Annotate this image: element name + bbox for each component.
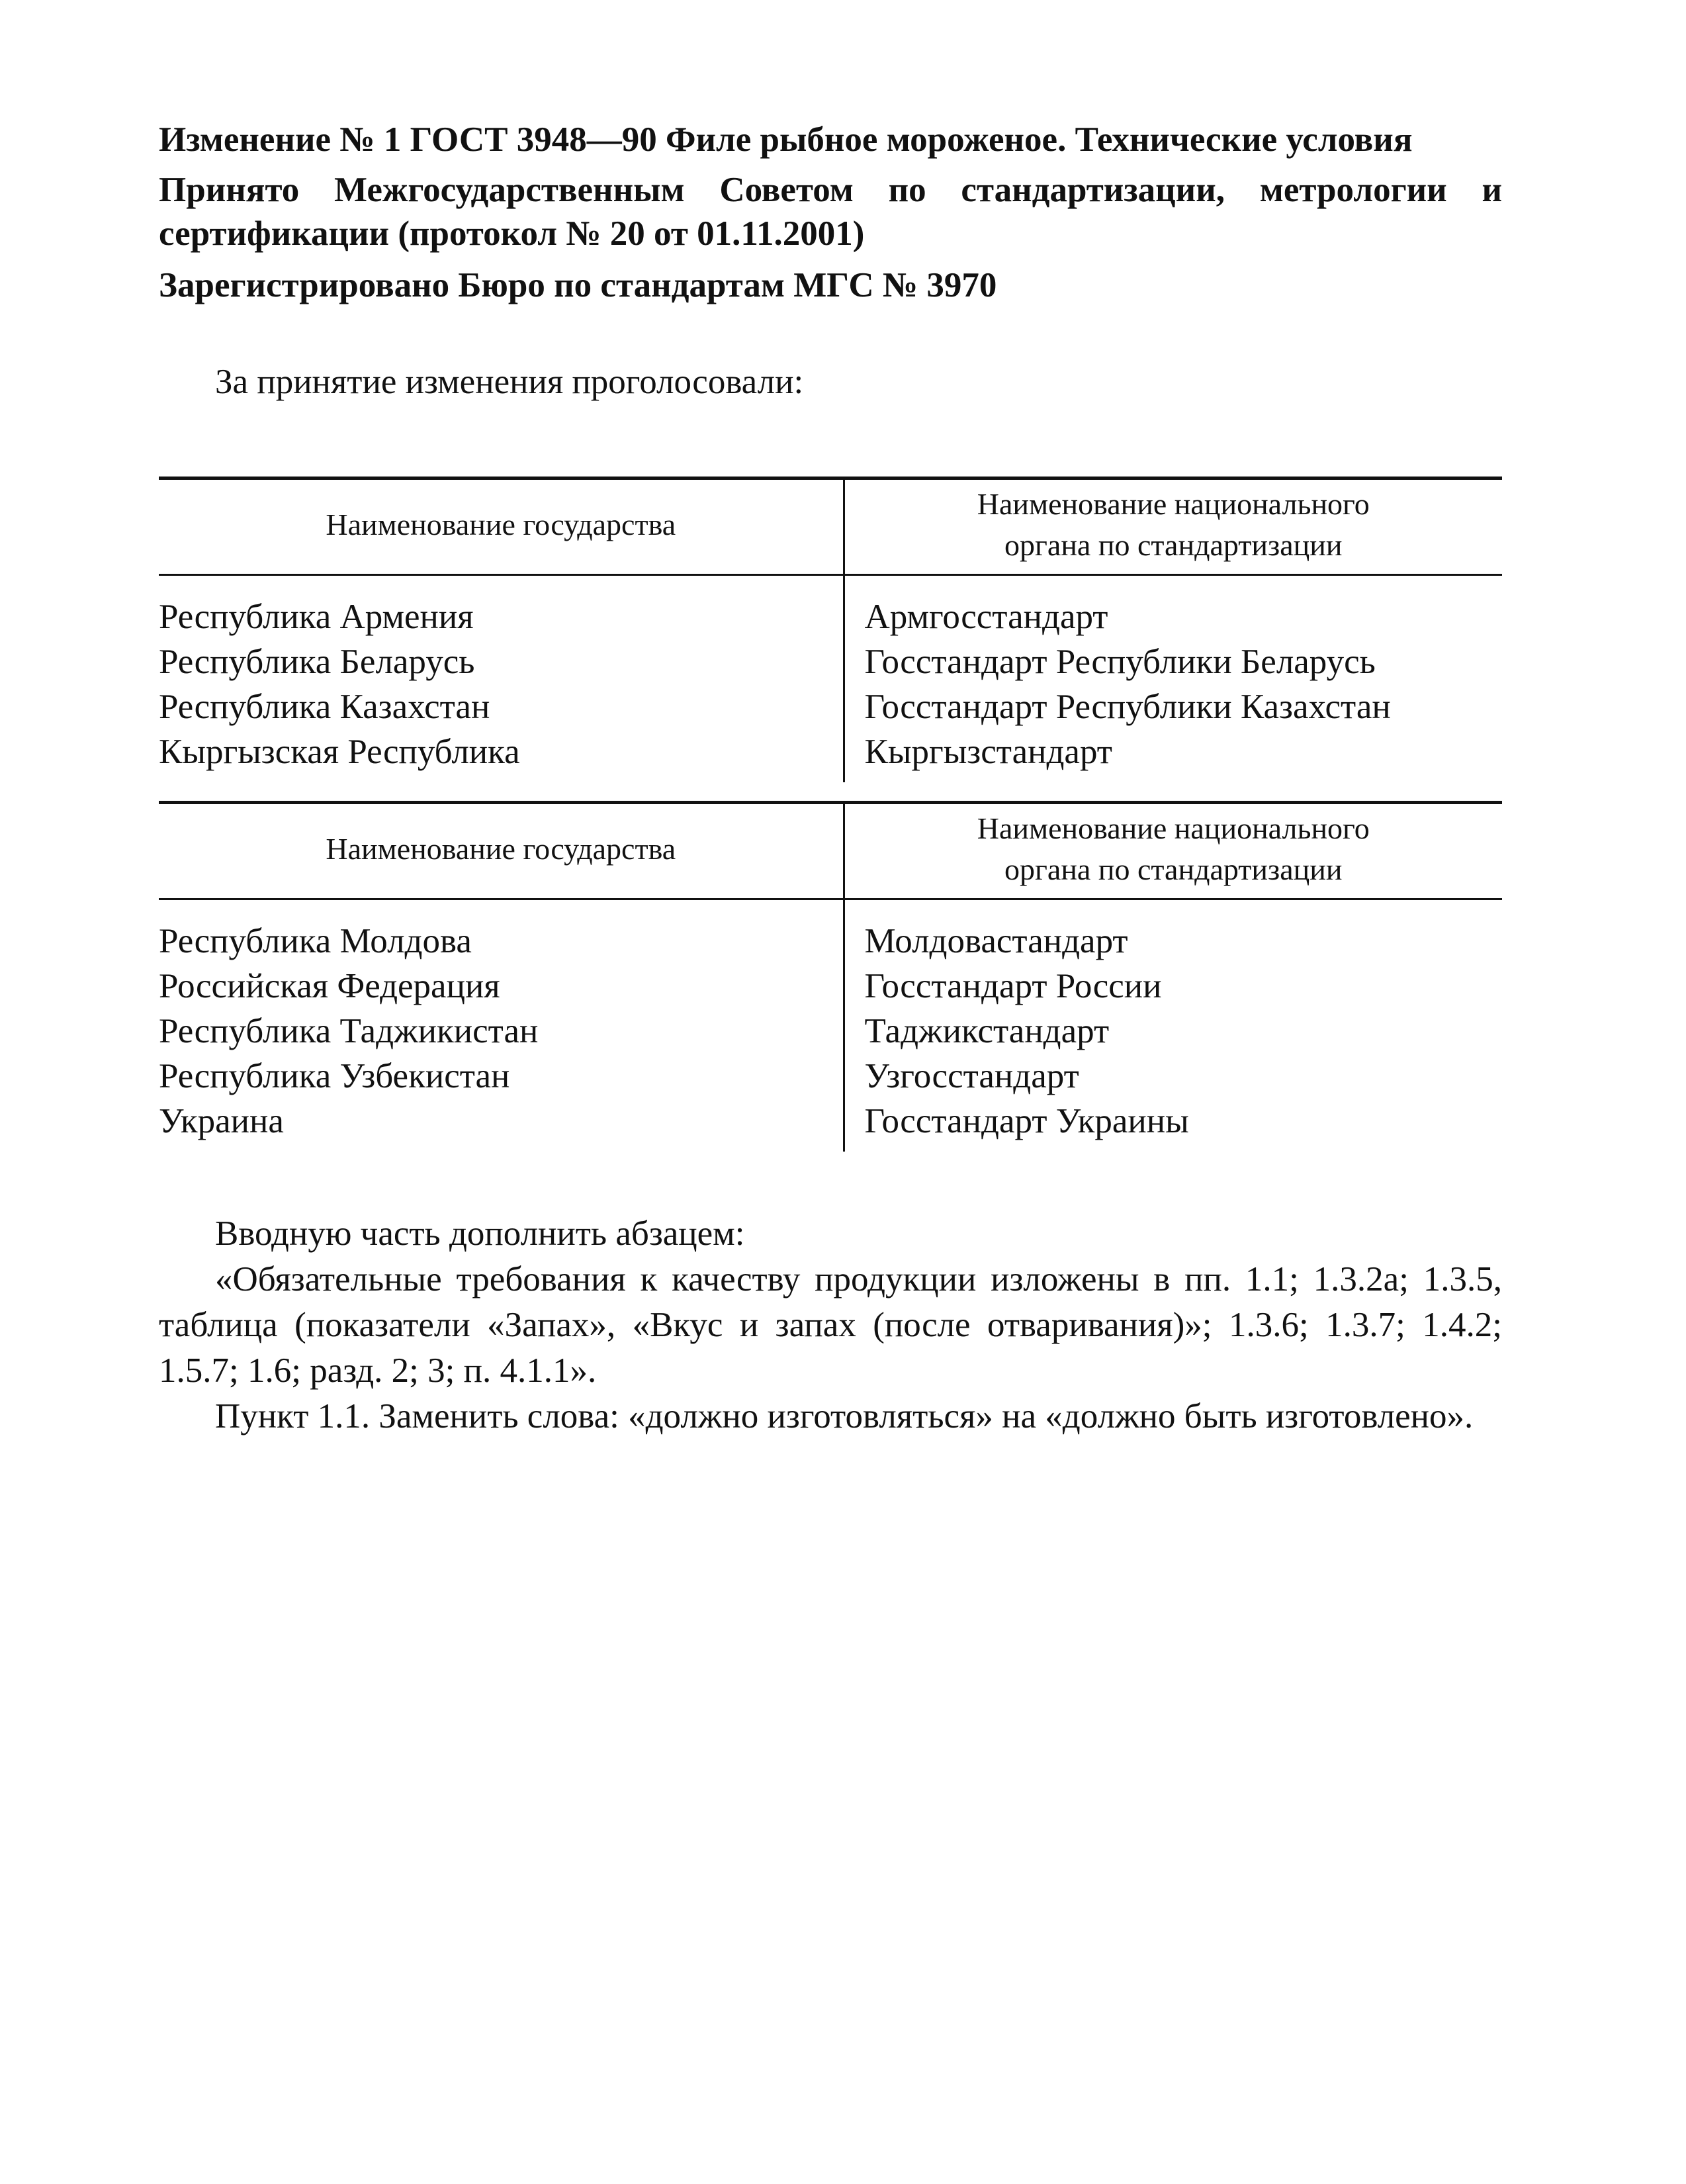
cell-state: Республика Казахстан: [159, 688, 490, 726]
paragraph-mandatory-requirements: «Обязательные требования к качеству продукции изложены в пп. 1.1; 1.3.2а; 1.3.5, таблица (показатели «Запах», «Вкус и запах (после отваривания)»; 1.3.6; 1.3.7; 1.4.2; 1.5.7; 1.6; разд. 2; 3; п. 4.1.1».: [159, 1260, 1502, 1390]
voting-intro: За принятие изменения проголосовали:: [215, 363, 804, 401]
cell-state: Республика Армения: [159, 598, 474, 636]
table-row: [159, 684, 1502, 729]
table-row: [159, 575, 1502, 640]
cell-state: Республика Молдова: [159, 922, 472, 960]
cell-state: Кыргызская Республика: [159, 733, 520, 771]
table-row: [159, 899, 1502, 964]
table-row: [159, 1054, 1502, 1099]
cell-standards-body: Госстандарт Республики Беларусь: [844, 639, 1502, 684]
document-title: Изменение № 1 ГОСТ 3948—90 Филе рыбное мороженое. Технические условия: [159, 120, 1413, 159]
cell-state: Украина: [159, 1102, 284, 1140]
header-state: Наименование государства: [159, 803, 844, 899]
adoption-note: Принято Межгосударственным Советом по стандартизации, метрологии и сертификации (протокол № 20 от 01.11.2001): [159, 171, 1502, 253]
document-page: [159, 118, 1502, 1439]
cell-standards-body: Кыргызстандарт: [844, 729, 1502, 782]
paragraph-intro-addition: Вводную часть дополнить абзацем:: [215, 1214, 745, 1253]
voting-table-1: [159, 477, 1502, 782]
cell-standards-body: Армгосстандарт: [844, 575, 1502, 640]
cell-standards-body: Таджикстандарт: [844, 1009, 1502, 1054]
table-header-row: [159, 478, 1502, 575]
header-standards-body: [844, 803, 1502, 899]
paragraph-item-1-1: Пункт 1.1. Заменить слова: «должно изготовляться» на «должно быть изготовлено».: [215, 1397, 1474, 1435]
cell-standards-body: Госстандарт Украины: [844, 1099, 1502, 1152]
table-row: [159, 1009, 1502, 1054]
cell-standards-body: Молдовастандарт: [844, 899, 1502, 964]
cell-state: Республика Беларусь: [159, 643, 475, 681]
table-row: [159, 964, 1502, 1009]
table-header-row: [159, 803, 1502, 899]
registration-note: Зарегистрировано Бюро по стандартам МГС № 3970: [159, 266, 997, 304]
header-standards-body-line2: органа по стандартизации: [1004, 852, 1343, 886]
cell-state: Республика Узбекистан: [159, 1057, 510, 1095]
cell-standards-body: Госстандарт России: [844, 964, 1502, 1009]
voting-table-2: [159, 801, 1502, 1152]
table-row: [159, 639, 1502, 684]
header-standards-body-line1: Наименование национального: [977, 487, 1370, 521]
header-standards-body-line1: Наименование национального: [977, 811, 1370, 845]
cell-standards-body: Госстандарт Республики Казахстан: [844, 684, 1502, 729]
table-row: [159, 729, 1502, 782]
cell-state: Республика Таджикистан: [159, 1012, 539, 1050]
cell-standards-body: Узгосстандарт: [844, 1054, 1502, 1099]
header-standards-body-line2: органа по стандартизации: [1004, 528, 1343, 562]
header-standards-body: [844, 478, 1502, 575]
cell-state: Российская Федерация: [159, 967, 500, 1005]
header-state: Наименование государства: [159, 478, 844, 575]
table-row: [159, 1099, 1502, 1152]
amendment-text: [159, 1211, 1502, 1439]
